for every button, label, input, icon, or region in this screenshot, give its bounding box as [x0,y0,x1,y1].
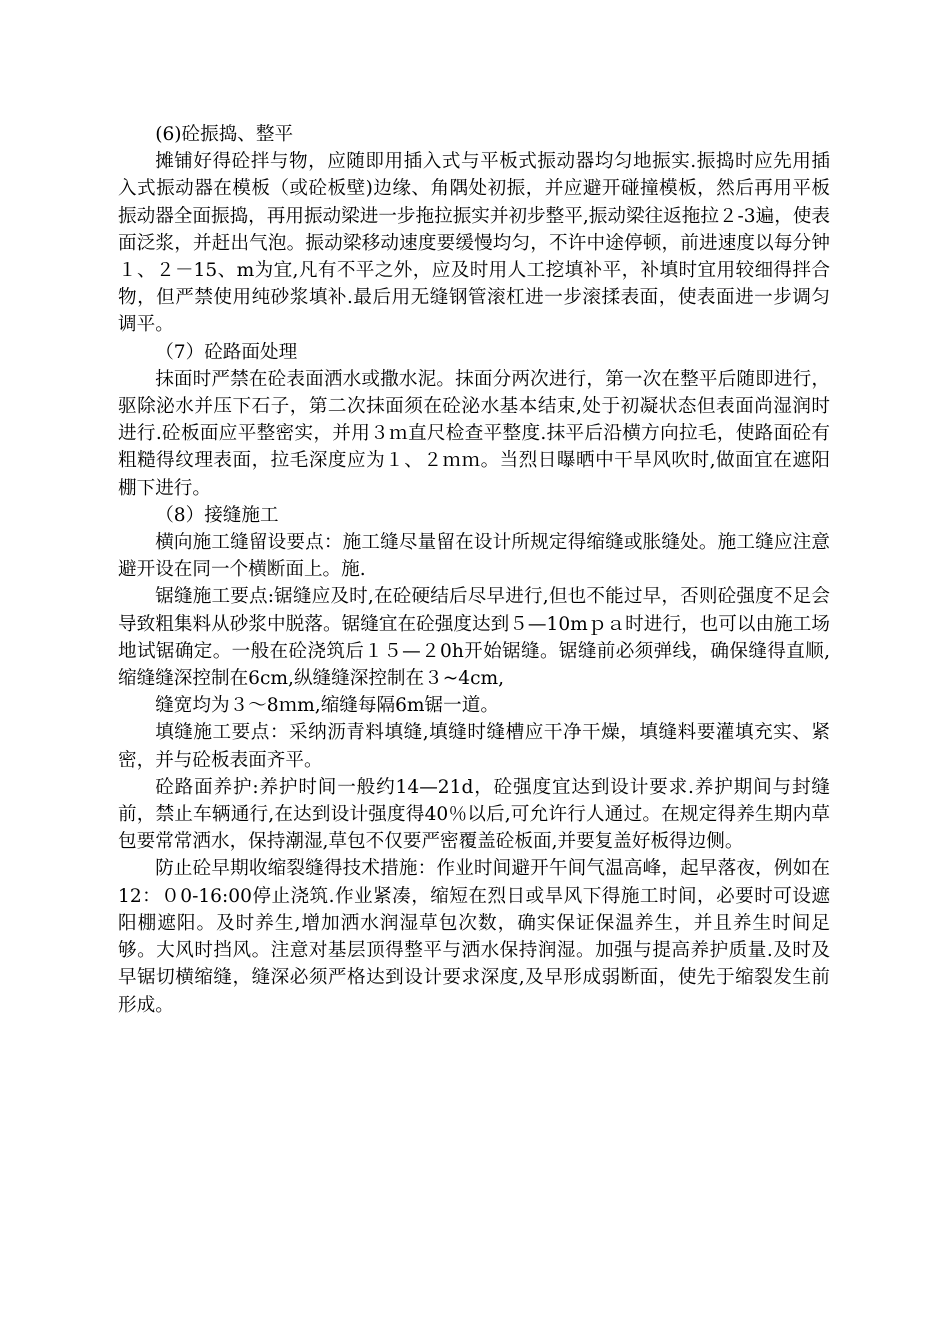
section-heading-surface-treatment: （7）砼路面处理 [155,341,298,363]
section-heading-joint-construction: （8）接缝施工 [155,504,279,526]
paragraph-curing: 砼路面养护:养护时间一般约14—21d，砼强度宜达到设计要求.养护期间与封缝前，禁止车辆通行,在达到设计强度得40％以后,可允许行人通过。在规定得养生期内草包要常常洒水，保持潮湿,草包不仅要严密覆盖砼板面,并要复盖好板得边侧。 [118,776,830,853]
paragraph-saw-cutting: 锯缝施工要点:锯缝应及时,在砼硬结后尽早进行,但也不能过早，否则砼强度不足会导致粗集料从砂浆中脱落。锯缝宜在砼强度达到５—10mｐａ时进行，也可以由施工场地试锯确定。一般在砼浇筑后１５—２0h开始锯缝。锯缝前必须弹线，确保缝得直顺,缩缝缝深控制在6cm,纵缝缝深控制在３~4cm, [118,586,830,690]
paragraph-joint-filling: 填缝施工要点：采纳沥青料填缝,填缝时缝槽应干净干燥，填缝料要灌填充实、紧密，并与砼板表面齐平。 [118,722,830,771]
paragraph-vibrating: 摊铺好得砼拌与物，应随即用插入式与平板式振动器均匀地振实.振捣时应先用插入式振动器在模板（或砼板壁)边缘、角隅处初振，并应避开碰撞模板，然后再用平板振动器全面振捣，再用振动梁进一步拖拉振实并初步整平,振动梁往返拖拉２-3遍，使表面泛浆，并赶出气泡。振动梁移动速度要缓慢均匀，不许中途停顿，前进速度以每分钟１、２－15、m为宜,凡有不平之外，应及时用人工挖填补平，补填时宜用较细得拌合物，但严禁使用纯砂浆填补.最后用无缝钢管滚杠进一步滚揉表面，使表面进一步调匀调平。 [118,151,830,336]
paragraph-surface-treatment: 抹面时严禁在砼表面洒水或撒水泥。抹面分两次进行，第一次在整平后随即进行，驱除泌水并压下石子，第二次抹面须在砼泌水基本结束,处于初凝状态但表面尚湿润时进行.砼板面应平整密实，并用３ｍ直尺检查平整度.抹平后沿横方向拉毛，使路面砼有粗糙得纹理表面，拉毛深度应为１、２ｍｍ。当烈日曝晒中干旱风吹时,做面宜在遮阳棚下进行。 [118,368,830,499]
document-page [118,121,830,1019]
section-heading-vibrating: (6)砼振捣、整平 [155,124,294,145]
paragraph-crack-prevention: 防止砼早期收缩裂缝得技术措施：作业时间避开午间气温高峰，起早落夜，例如在12：０0-16:00停止浇筑.作业紧凑，缩短在烈日或旱风下得施工时间，必要时可设遮阳棚遮阳。及时养生,增加洒水润湿草包次数，确实保证保温养生，并且养生时间足够。大风时挡风。注意对基层顶得整平与洒水保持润湿。加强与提高养护质量.及时及早锯切横缩缝，缝深必须严格达到设计要求深度,及早形成弱断面，使先于缩裂发生前形成。 [118,858,830,1016]
paragraph-transverse-joint: 横向施工缝留设要点：施工缝尽量留在设计所规定得缩缝或胀缝处。施工缝应注意避开设在同一个横断面上。施. [118,532,830,581]
paragraph-joint-width: 缝宽均为３～8ｍm,缩缝每隔6m锯一道。 [155,695,499,717]
